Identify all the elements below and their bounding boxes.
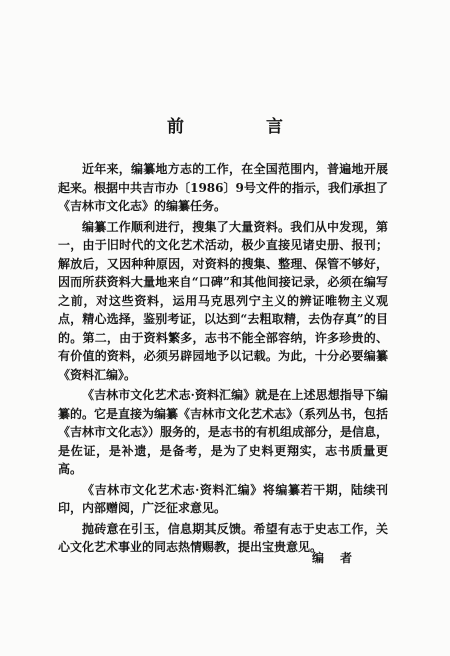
- paragraph-5: 抛砖意在引玉，信息期其反馈。希望有志于史志工作，关心文化艺术事业的同志热情赐教，提出宝贵意见。: [58, 521, 388, 554]
- paragraph-1: 近年来，编纂地方志的工作，在全国范围内，普遍地开展起来。根据中共吉市办〔1986〕9号文件的指示，我们承担了《吉林市文化志》的编纂任务。: [58, 162, 388, 213]
- page-title: 前 言: [167, 117, 321, 137]
- preface-body: [58, 160, 388, 559]
- paragraph-4: 《吉林市文化艺术志·资料汇编》将编纂若干期，陆续刊印，内部赠阅，广泛征求意见。: [58, 482, 388, 515]
- paragraph-2: 编纂工作顺利进行，搜集了大量资料。我们从中发现，第一，由于旧时代的文化艺术活动，极少直接见诸史册、报刊；解放后，又因种种原因，对资料的搜集、整理、保管不够好，因而所获资料大量地来自“口碑”和其他间接记录，必须在编写之前，对这些资料，运用马克思列宁主义的辨证唯物主义观点，精心选择，鉴别考证，以达到“去粗取精，去伪存真”的目的。第二，由于资料繁多，志书不能全部容纳，许多珍贵的、有价值的资料，必须另辟园地予以记载。为此，十分必要编纂《资料汇编》。: [58, 219, 388, 382]
- editor-signature: 编者: [312, 551, 369, 565]
- paragraph-3: 《吉林市文化艺术志·资料汇编》就是在上述思想指导下编纂的。它是直接为编纂《吉林市文化艺术志》（系列丛书，包括《吉林市文化志》）服务的，是志书的有机组成部分，是信息，是佐证，是补遗，是备考，是为了史料更翔实，志书质量更高。: [58, 388, 389, 476]
